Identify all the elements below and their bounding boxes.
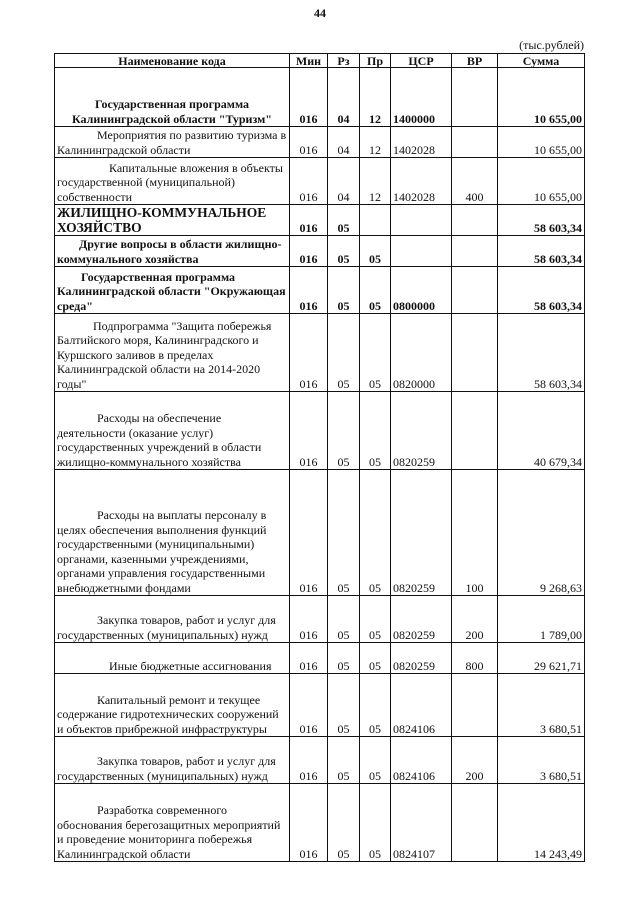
header-sum: Сумма: [498, 54, 585, 68]
row-csr: 0820259: [391, 596, 452, 643]
header-vr: ВР: [452, 54, 498, 68]
row-csr: 1402028: [391, 127, 452, 158]
row-sum: 1 789,00: [498, 596, 585, 643]
row-pr: 05: [360, 674, 391, 737]
row-min: 016: [290, 127, 328, 158]
row-rz: 05: [328, 314, 360, 392]
budget-table: [54, 53, 585, 862]
table-row: [55, 314, 585, 392]
row-vr: [452, 68, 498, 127]
row-csr: 0820259: [391, 643, 452, 674]
table-row: [55, 392, 585, 470]
row-csr: [391, 236, 452, 267]
row-vr: [452, 392, 498, 470]
row-csr: 1402028: [391, 158, 452, 205]
row-csr: 0820259: [391, 392, 452, 470]
row-name: Другие вопросы в области жилищно-коммунального хозяйства: [55, 236, 290, 267]
row-rz: 05: [328, 596, 360, 643]
row-csr: 0824107: [391, 784, 452, 862]
table-row: [55, 205, 585, 236]
row-name: Государственная программа Калининградской области "Туризм": [55, 68, 290, 127]
row-vr: [452, 314, 498, 392]
row-rz: 05: [328, 737, 360, 784]
row-name: Закупка товаров, работ и услуг для государственных (муниципальных) нужд: [55, 737, 290, 784]
row-csr: 0820000: [391, 314, 452, 392]
header-csr: ЦСР: [391, 54, 452, 68]
row-name: Расходы на обеспечение деятельности (оказание услуг) государственных учреждений в области жилищно-коммунального хозяйства: [55, 392, 290, 470]
row-min: 016: [290, 737, 328, 784]
row-csr: 1400000: [391, 68, 452, 127]
row-name: Подпрограмма "Защита побережья Балтийского моря, Калининградского и Куршского заливов в пределах Калининградской области на 2014-2020 годы": [55, 314, 290, 392]
row-pr: 05: [360, 596, 391, 643]
row-sum: 58 603,34: [498, 267, 585, 314]
row-csr: 0820259: [391, 470, 452, 596]
row-rz: 04: [328, 68, 360, 127]
table-row: [55, 470, 585, 596]
table-row: [55, 596, 585, 643]
row-min: 016: [290, 470, 328, 596]
row-min: 016: [290, 674, 328, 737]
row-pr: 05: [360, 267, 391, 314]
row-name: Капитальные вложения в объекты государственной (муниципальной) собственности: [55, 158, 290, 205]
row-min: 016: [290, 596, 328, 643]
row-min: 016: [290, 236, 328, 267]
row-vr: [452, 267, 498, 314]
row-min: 016: [290, 68, 328, 127]
table-row: [55, 158, 585, 205]
row-vr: [452, 674, 498, 737]
table-header-row: [55, 54, 585, 68]
units-label: (тыс.рублей): [519, 38, 584, 52]
row-min: 016: [290, 205, 328, 236]
row-sum: 58 603,34: [498, 205, 585, 236]
table-row: [55, 784, 585, 862]
row-name: Разработка современного обоснования берегозащитных мероприятий и проведение мониторинга побережья Калининградской области: [55, 784, 290, 862]
row-name: ЖИЛИЩНО-КОММУНАЛЬНОЕ ХОЗЯЙСТВО: [55, 205, 290, 236]
row-rz: 05: [328, 392, 360, 470]
row-name: Государственная программа Калининградской области "Окружающая среда": [55, 267, 290, 314]
row-rz: 05: [328, 643, 360, 674]
row-name: Мероприятия по развитию туризма в Калининградской области: [55, 127, 290, 158]
row-vr: [452, 784, 498, 862]
row-sum: 29 621,71: [498, 643, 585, 674]
row-rz: 05: [328, 236, 360, 267]
row-pr: [360, 205, 391, 236]
row-vr: [452, 236, 498, 267]
row-min: 016: [290, 314, 328, 392]
row-vr: 100: [452, 470, 498, 596]
row-min: 016: [290, 158, 328, 205]
row-sum: 58 603,34: [498, 236, 585, 267]
row-rz: 04: [328, 158, 360, 205]
table-row: [55, 68, 585, 127]
row-csr: 0824106: [391, 674, 452, 737]
row-rz: 05: [328, 784, 360, 862]
table-row: [55, 737, 585, 784]
row-pr: 05: [360, 784, 391, 862]
header-pr: Пр: [360, 54, 391, 68]
row-pr: 12: [360, 158, 391, 205]
row-rz: 05: [328, 205, 360, 236]
table-row: [55, 127, 585, 158]
row-vr: 200: [452, 737, 498, 784]
table-row: [55, 674, 585, 737]
row-sum: 58 603,34: [498, 314, 585, 392]
row-sum: 10 655,00: [498, 158, 585, 205]
table-row: [55, 236, 585, 267]
row-name: Расходы на выплаты персоналу в целях обеспечения выполнения функций государственными (муниципальными) органами, казенными учреждениями, органами управления государственными внебюджетными фондами: [55, 470, 290, 596]
header-name: Наименование кода: [55, 54, 290, 68]
row-pr: 05: [360, 236, 391, 267]
page-number: 44: [314, 6, 326, 20]
row-min: 016: [290, 392, 328, 470]
row-csr: 0800000: [391, 267, 452, 314]
header-min: Мин: [290, 54, 328, 68]
row-csr: [391, 205, 452, 236]
row-pr: 12: [360, 127, 391, 158]
row-csr: 0824106: [391, 737, 452, 784]
header-rz: Рз: [328, 54, 360, 68]
table-row: [55, 267, 585, 314]
row-vr: [452, 205, 498, 236]
row-vr: 200: [452, 596, 498, 643]
row-pr: 12: [360, 68, 391, 127]
row-rz: 05: [328, 470, 360, 596]
row-sum: 9 268,63: [498, 470, 585, 596]
row-sum: 40 679,34: [498, 392, 585, 470]
row-name: Капитальный ремонт и текущее содержание гидротехнических сооружений и объектов прибрежной инфраструктуры: [55, 674, 290, 737]
row-name: Иные бюджетные ассигнования: [55, 643, 290, 674]
row-sum: 14 243,49: [498, 784, 585, 862]
row-min: 016: [290, 267, 328, 314]
row-sum: 3 680,51: [498, 737, 585, 784]
row-vr: 800: [452, 643, 498, 674]
row-min: 016: [290, 784, 328, 862]
row-pr: 05: [360, 470, 391, 596]
row-sum: 3 680,51: [498, 674, 585, 737]
row-pr: 05: [360, 314, 391, 392]
table-row: [55, 643, 585, 674]
row-min: 016: [290, 643, 328, 674]
row-pr: 05: [360, 737, 391, 784]
row-vr: [452, 127, 498, 158]
row-rz: 05: [328, 674, 360, 737]
row-name: Закупка товаров, работ и услуг для государственных (муниципальных) нужд: [55, 596, 290, 643]
row-pr: 05: [360, 392, 391, 470]
row-rz: 04: [328, 127, 360, 158]
row-vr: 400: [452, 158, 498, 205]
row-rz: 05: [328, 267, 360, 314]
row-sum: 10 655,00: [498, 68, 585, 127]
row-pr: 05: [360, 643, 391, 674]
row-sum: 10 655,00: [498, 127, 585, 158]
